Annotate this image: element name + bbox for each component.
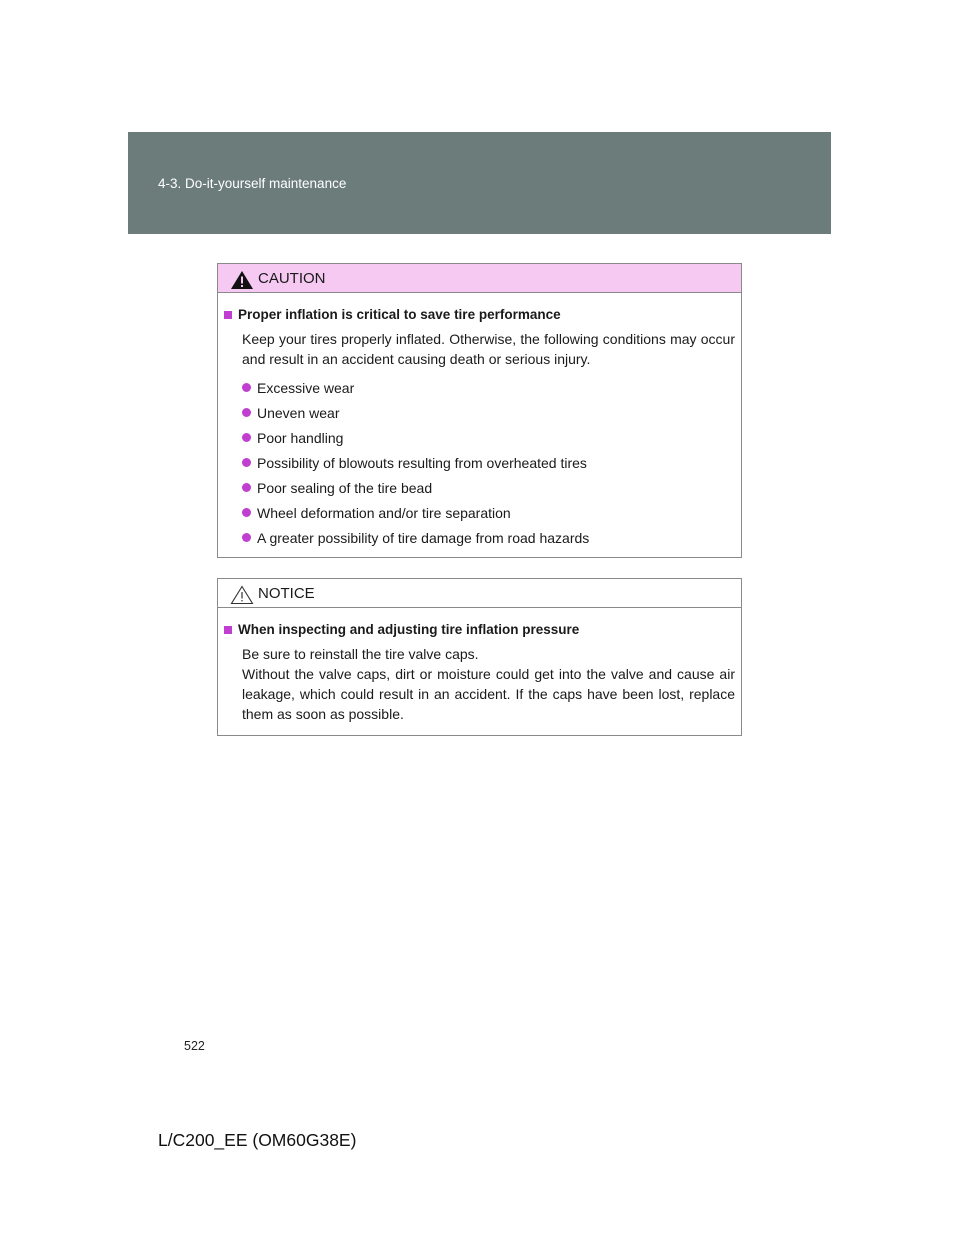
caution-list xyxy=(224,375,735,550)
square-bullet-icon xyxy=(224,311,232,319)
notice-heading-text: When inspecting and adjusting tire inflation pressure xyxy=(238,622,580,637)
page-number: 522 xyxy=(184,1039,205,1053)
notice-body xyxy=(218,608,741,740)
warning-outline-icon xyxy=(230,585,254,605)
list-item: Wheel deformation and/or tire separation xyxy=(242,500,735,525)
round-bullet-icon xyxy=(242,433,251,442)
round-bullet-icon xyxy=(242,408,251,417)
notice-box xyxy=(217,578,742,736)
caution-heading xyxy=(224,307,735,322)
caution-header xyxy=(218,264,741,293)
list-item: Poor sealing of the tire bead xyxy=(242,475,735,500)
round-bullet-icon xyxy=(242,383,251,392)
round-bullet-icon xyxy=(242,483,251,492)
caution-paragraph: Keep your tires properly inflated. Otherwise, the following conditions may occur and result in an accident causing death or serious injury. xyxy=(242,331,735,367)
caution-body xyxy=(218,293,741,560)
caution-label: CAUTION xyxy=(258,270,326,287)
round-bullet-icon xyxy=(242,458,251,467)
caution-heading-text: Proper inflation is critical to save tire performance xyxy=(238,307,561,322)
list-item: A greater possibility of tire damage from road hazards xyxy=(242,525,735,550)
list-item: Possibility of blowouts resulting from overheated tires xyxy=(242,450,735,475)
notice-header xyxy=(218,579,741,608)
section-header-bar xyxy=(128,132,831,234)
list-item: Uneven wear xyxy=(242,400,735,425)
document-code: L/C200_EE (OM60G38E) xyxy=(158,1130,357,1150)
round-bullet-icon xyxy=(242,533,251,542)
list-item: Excessive wear xyxy=(242,375,735,400)
notice-heading xyxy=(224,622,735,637)
section-title: 4-3. Do-it-yourself maintenance xyxy=(158,176,347,191)
caution-box xyxy=(217,263,742,558)
notice-label: NOTICE xyxy=(258,585,315,602)
notice-line: Be sure to reinstall the tire valve caps. xyxy=(242,646,479,662)
notice-paragraph: Without the valve caps, dirt or moisture could get into the valve and cause air leakage, which could result in an accident. If the caps have been lost, replace them as soon as possible. xyxy=(242,666,735,722)
list-item: Poor handling xyxy=(242,425,735,450)
warning-filled-icon xyxy=(230,270,254,290)
round-bullet-icon xyxy=(242,508,251,517)
square-bullet-icon xyxy=(224,626,232,634)
